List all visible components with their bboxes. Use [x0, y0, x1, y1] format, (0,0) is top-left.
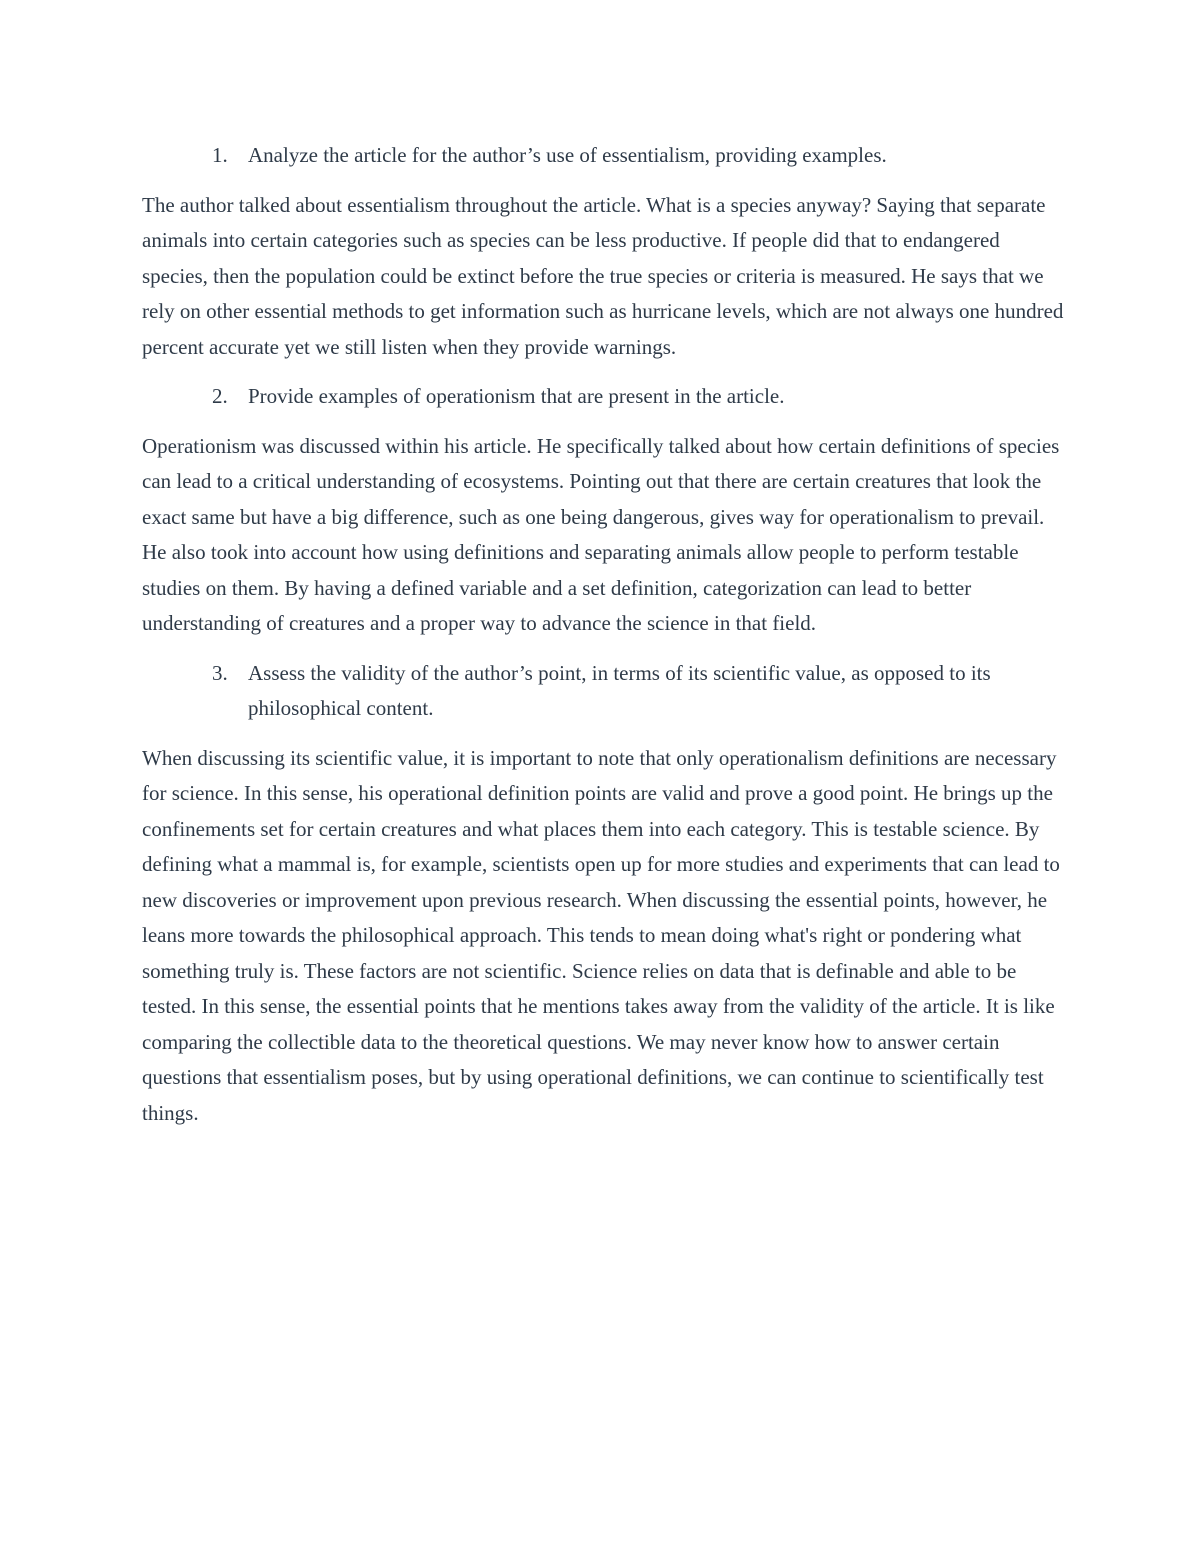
document-body: [142, 138, 1067, 1145]
question-1: [142, 138, 1067, 174]
answer-3: When discussing its scientific value, it is important to note that only operationalism definitions are necessary for science. In this sense, his operational definition points are valid and prove a good point. He brings up the confinements set for certain creatures and what places them into each category. This is testable science. By defining what a mammal is, for example, scientists open up for more studies and experiments that can lead to new discoveries or improvement upon previous research. When discussing the essential points, however, he leans more towards the philosophical approach. This tends to mean doing what's right or pondering what something truly is. These factors are not scientific. Science relies on data that is definable and able to be tested. In this sense, the essential points that he mentions takes away from the validity of the article. It is like comparing the collectible data to the theoretical questions. We may never know how to answer certain questions that essentialism poses, but by using operational definitions, we can continue to scientifically test things.: [142, 745, 1060, 1125]
question-1-text: Analyze the article for the author’s use of essentialism, providing examples.: [248, 143, 887, 167]
question-3: [142, 656, 1067, 727]
question-3-text: Assess the validity of the author’s point, in terms of its scientific value, as opposed to its philosophical content.: [248, 660, 991, 720]
answer-2: Operationism was discussed within his article. He specifically talked about how certain definitions of species can lead to a critical understanding of ecosystems. Pointing out that there are certain creatures that look the exact same but have a big difference, such as one being dangerous, gives way for operationalism to prevail. He also took into account how using definitions and separating animals allow people to perform testable studies on them. By having a defined variable and a set definition, categorization can lead to better understanding of creatures and a proper way to advance the science in that field.: [142, 433, 1060, 635]
question-2-text: Provide examples of operationism that are present in the article.: [248, 384, 785, 408]
question-1-number: 1.: [212, 143, 228, 167]
question-3-number: 3.: [212, 660, 228, 685]
answer-1: The author talked about essentialism throughout the article. What is a species anyway? Saying that separate animals into certain categories such as species can be less productive. If people did that to endangered species, then the population could be extinct before the true species or criteria is measured. He says that we rely on other essential methods to get information such as hurricane levels, which are not always one hundred percent accurate yet we still listen when they provide warnings.: [142, 192, 1064, 359]
question-2-number: 2.: [212, 384, 228, 408]
question-2: [142, 379, 1067, 415]
